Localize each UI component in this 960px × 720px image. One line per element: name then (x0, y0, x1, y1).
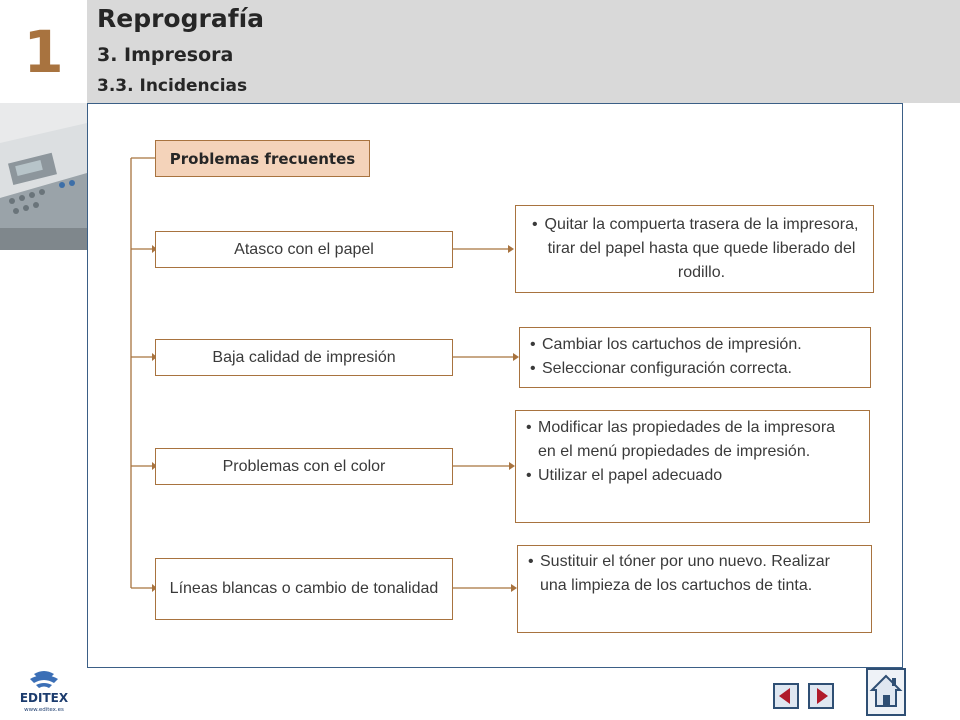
next-button[interactable] (808, 683, 834, 709)
triangle-right-icon (810, 685, 832, 707)
solution-item: • Cambiar los cartuchos de impresión. (528, 333, 862, 357)
previous-button[interactable] (773, 683, 799, 709)
svg-text:EDITEX: EDITEX (19, 691, 69, 705)
problem-box-white-lines: Líneas blancas o cambio de tonalidad (155, 558, 453, 620)
triangle-left-icon (775, 685, 797, 707)
svg-text:www.editex.es: www.editex.es (24, 707, 64, 713)
solution-item: • Utilizar el papel adecuado (524, 464, 855, 488)
solution-box-white-lines (517, 545, 872, 633)
unit-number: 1 (23, 17, 64, 86)
solution-item: • Seleccionar configuración correcta. (528, 357, 862, 381)
problem-box-low-quality: Baja calidad de impresión (155, 339, 453, 376)
editex-logo (12, 670, 76, 714)
solution-box-low-quality (519, 327, 871, 388)
page-subtitle: 3. Impresora (97, 44, 234, 66)
home-button[interactable] (866, 668, 906, 716)
solution-item: • Sustituir el tóner por uno nuevo. Realizar una limpieza de los cartuchos de tinta. (526, 550, 857, 598)
solution-box-color (515, 410, 870, 523)
problem-box-color: Problemas con el color (155, 448, 453, 485)
solution-item: • Modificar las propiedades de la impresora en el menú propiedades de impresión. (524, 416, 855, 464)
diagram-root-box: Problemas frecuentes (155, 140, 370, 177)
home-icon (868, 670, 904, 714)
solution-box-paper-jam (515, 205, 874, 293)
problem-box-paper-jam: Atasco con el papel (155, 231, 453, 268)
solution-item: • Quitar la compuerta trasera de la impresora, tirar del papel hasta que quede liberado del rodillo. (530, 213, 859, 285)
page-title: Reprografía (97, 4, 265, 33)
section-title: 3.3. Incidencias (97, 76, 248, 96)
